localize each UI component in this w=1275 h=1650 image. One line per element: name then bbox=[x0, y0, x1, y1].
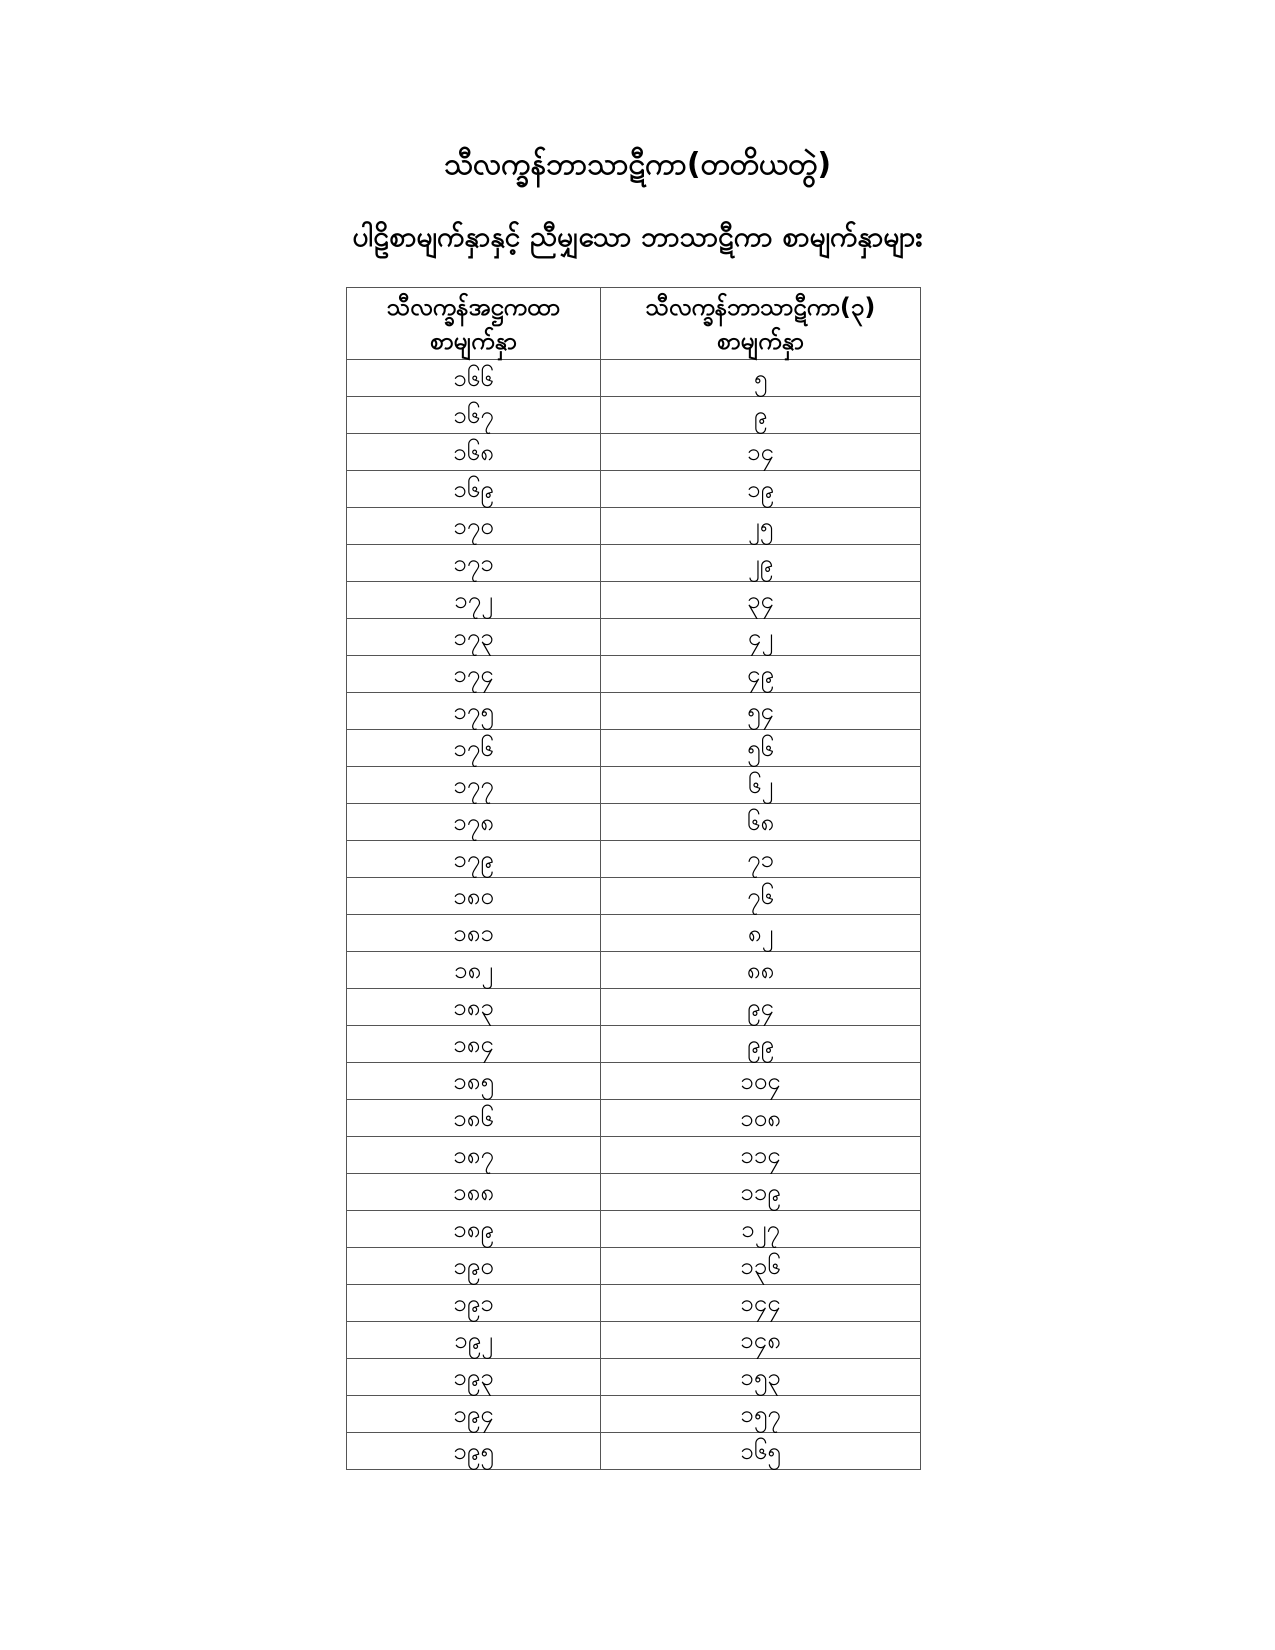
bhasa-tika-page-cell: ၄၉ bbox=[601, 656, 921, 693]
table-row bbox=[347, 1359, 921, 1396]
bhasa-tika-page-cell: ၁၄၄ bbox=[601, 1285, 921, 1322]
bhasa-tika-page-cell: ၇၆ bbox=[601, 878, 921, 915]
table-row bbox=[347, 471, 921, 508]
atthakatha-page-cell: ၁၈၈ bbox=[347, 1174, 601, 1211]
atthakatha-page-cell: ၁၆၈ bbox=[347, 434, 601, 471]
table-row bbox=[347, 1285, 921, 1322]
atthakatha-page-cell: ၁၆၇ bbox=[347, 397, 601, 434]
atthakatha-page-cell: ၁၇၈ bbox=[347, 804, 601, 841]
bhasa-tika-page-cell: ၁၁၄ bbox=[601, 1137, 921, 1174]
atthakatha-page-cell: ၁၈၁ bbox=[347, 915, 601, 952]
bhasa-tika-page-cell: ၆၂ bbox=[601, 767, 921, 804]
table-row bbox=[347, 952, 921, 989]
table-row bbox=[347, 1100, 921, 1137]
atthakatha-page-cell: ၁၈၆ bbox=[347, 1100, 601, 1137]
table-row bbox=[347, 1322, 921, 1359]
atthakatha-page-cell: ၁၇၆ bbox=[347, 730, 601, 767]
atthakatha-page-cell: ၁၉၀ bbox=[347, 1248, 601, 1285]
atthakatha-page-cell: ၁၈၂ bbox=[347, 952, 601, 989]
header-line: သီလက္ခန်ဘာသာဋီကာ(၃) bbox=[645, 292, 876, 321]
bhasa-tika-page-cell: ၁၅၇ bbox=[601, 1396, 921, 1433]
atthakatha-page-cell: ၁၈၉ bbox=[347, 1211, 601, 1248]
atthakatha-page-cell: ၁၇၇ bbox=[347, 767, 601, 804]
atthakatha-page-cell: ၁၉၁ bbox=[347, 1285, 601, 1322]
bhasa-tika-page-cell: ၂၅ bbox=[601, 508, 921, 545]
table-row bbox=[347, 508, 921, 545]
bhasa-tika-page-cell: ၁၀၈ bbox=[601, 1100, 921, 1137]
table-row bbox=[347, 730, 921, 767]
atthakatha-page-cell: ၁၇၂ bbox=[347, 582, 601, 619]
table-row bbox=[347, 841, 921, 878]
atthakatha-page-cell: ၁၇၀ bbox=[347, 508, 601, 545]
table-row bbox=[347, 1433, 921, 1470]
atthakatha-page-cell: ၁၈၄ bbox=[347, 1026, 601, 1063]
atthakatha-page-cell: ၁၉၅ bbox=[347, 1433, 601, 1470]
atthakatha-page-cell: ၁၉၂ bbox=[347, 1322, 601, 1359]
bhasa-tika-page-cell: ၁၆၅ bbox=[601, 1433, 921, 1470]
table-row bbox=[347, 656, 921, 693]
table-row bbox=[347, 397, 921, 434]
table-row bbox=[347, 989, 921, 1026]
atthakatha-page-cell: ၁၈၇ bbox=[347, 1137, 601, 1174]
table-row bbox=[347, 582, 921, 619]
table-row bbox=[347, 1026, 921, 1063]
table-row bbox=[347, 804, 921, 841]
page-title: သီလက္ခန်ဘာသာဋီကာ(တတိယတွဲ) bbox=[443, 147, 832, 182]
table-row bbox=[347, 878, 921, 915]
atthakatha-page-cell: ၁၇၉ bbox=[347, 841, 601, 878]
table-row bbox=[347, 1063, 921, 1100]
bhasa-tika-page-cell: ၁၄၈ bbox=[601, 1322, 921, 1359]
bhasa-tika-page-cell: ၁၉ bbox=[601, 471, 921, 508]
atthakatha-page-cell: ၁၈၃ bbox=[347, 989, 601, 1026]
bhasa-tika-page-cell: ၆၈ bbox=[601, 804, 921, 841]
table-row bbox=[347, 767, 921, 804]
table-header-row bbox=[347, 288, 921, 360]
atthakatha-page-cell: ၁၇၄ bbox=[347, 656, 601, 693]
header-line: စာမျက်နှာ bbox=[717, 326, 804, 355]
table-row bbox=[347, 693, 921, 730]
bhasa-tika-page-cell: ၁၅၃ bbox=[601, 1359, 921, 1396]
bhasa-tika-page-cell: ၉ bbox=[601, 397, 921, 434]
column-header-bhasa-tika-page bbox=[601, 288, 921, 360]
bhasa-tika-page-cell: ၁၀၄ bbox=[601, 1063, 921, 1100]
atthakatha-page-cell: ၁၉၄ bbox=[347, 1396, 601, 1433]
bhasa-tika-page-cell: ၇၁ bbox=[601, 841, 921, 878]
atthakatha-page-cell: ၁၇၅ bbox=[347, 693, 601, 730]
header-line: စာမျက်နှာ bbox=[430, 326, 517, 355]
bhasa-tika-page-cell: ၅ bbox=[601, 360, 921, 397]
atthakatha-page-cell: ၁၈၅ bbox=[347, 1063, 601, 1100]
bhasa-tika-page-cell: ၃၄ bbox=[601, 582, 921, 619]
bhasa-tika-page-cell: ၂၉ bbox=[601, 545, 921, 582]
atthakatha-page-cell: ၁၆၉ bbox=[347, 471, 601, 508]
bhasa-tika-page-cell: ၁၂၇ bbox=[601, 1211, 921, 1248]
bhasa-tika-page-cell: ၁၄ bbox=[601, 434, 921, 471]
table-row bbox=[347, 434, 921, 471]
page-correspondence-table bbox=[346, 287, 921, 1470]
column-header-atthakatha-page bbox=[347, 288, 601, 360]
atthakatha-page-cell: ၁၈၀ bbox=[347, 878, 601, 915]
bhasa-tika-page-cell: ၁၃၆ bbox=[601, 1248, 921, 1285]
table-row bbox=[347, 1137, 921, 1174]
table-row bbox=[347, 915, 921, 952]
atthakatha-page-cell: ၁၉၃ bbox=[347, 1359, 601, 1396]
atthakatha-page-cell: ၁၇၁ bbox=[347, 545, 601, 582]
atthakatha-page-cell: ၁၇၃ bbox=[347, 619, 601, 656]
bhasa-tika-page-cell: ၅၄ bbox=[601, 693, 921, 730]
bhasa-tika-page-cell: ၈၂ bbox=[601, 915, 921, 952]
bhasa-tika-page-cell: ၄၂ bbox=[601, 619, 921, 656]
table-row bbox=[347, 1396, 921, 1433]
page-subtitle: ပါဠိစာမျက်နှာနှင့် ညီမျှသော ဘာသာဋီကာ စာမျက်နှာများ bbox=[352, 220, 923, 253]
bhasa-tika-page-cell: ၁၁၉ bbox=[601, 1174, 921, 1211]
atthakatha-page-cell: ၁၆၆ bbox=[347, 360, 601, 397]
header-line: သီလက္ခန်အဋ္ဌကထာ bbox=[386, 292, 561, 321]
bhasa-tika-page-cell: ၅၆ bbox=[601, 730, 921, 767]
bhasa-tika-page-cell: ၉၉ bbox=[601, 1026, 921, 1063]
table-row bbox=[347, 619, 921, 656]
table-row bbox=[347, 545, 921, 582]
bhasa-tika-page-cell: ၉၄ bbox=[601, 989, 921, 1026]
bhasa-tika-page-cell: ၈၈ bbox=[601, 952, 921, 989]
table-row bbox=[347, 360, 921, 397]
table-row bbox=[347, 1248, 921, 1285]
table-row bbox=[347, 1211, 921, 1248]
table-row bbox=[347, 1174, 921, 1211]
